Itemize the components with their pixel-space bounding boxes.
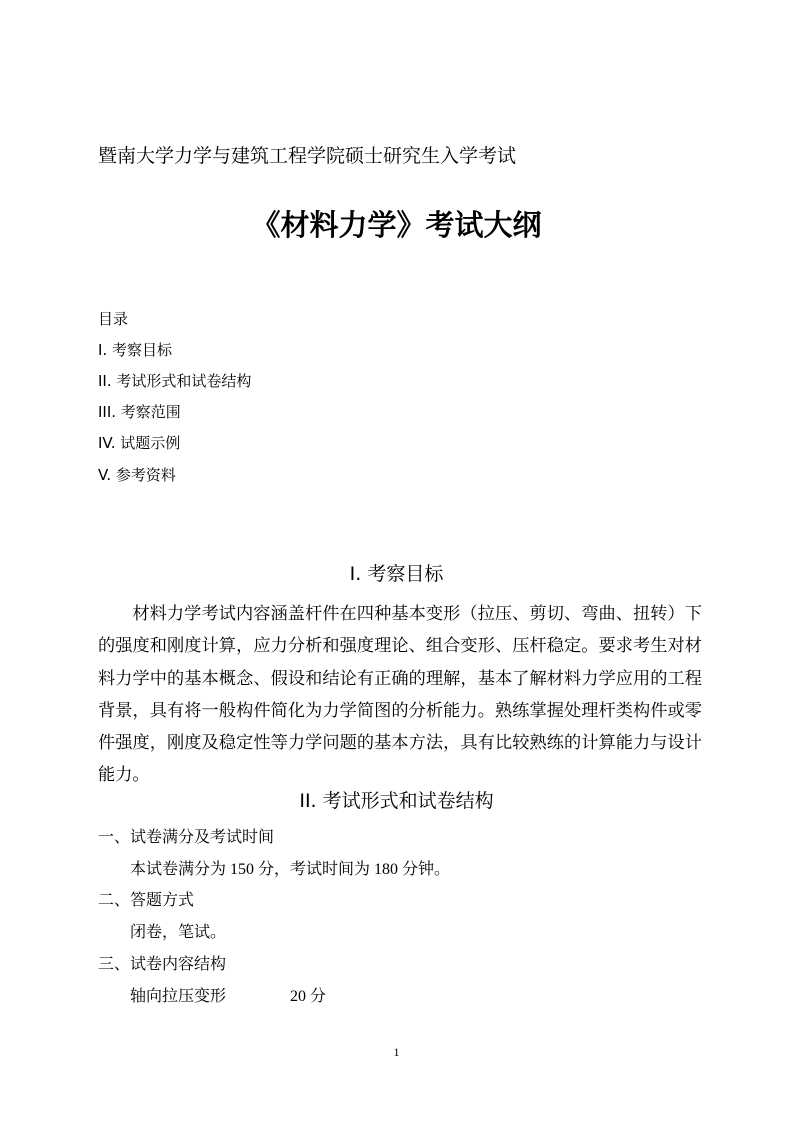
toc-item: I. 考察目标	[98, 341, 172, 359]
item-label: 一、试卷满分及考试时间	[98, 829, 275, 846]
toc-heading: 目录	[98, 310, 129, 328]
toc-item: III. 考察范围	[98, 403, 181, 421]
structure-row-name: 轴向拉压变形	[130, 988, 227, 1005]
item-text: 闭卷，笔试。	[130, 924, 227, 941]
toc-item: V. 参考资料	[98, 466, 176, 484]
page-number: 1	[393, 1045, 400, 1059]
section-heading: II. 考试形式和试卷结构	[299, 790, 494, 812]
section-heading: I. 考察目标	[349, 563, 444, 585]
document-title: 《材料力学》考试大纲	[251, 208, 542, 242]
item-label: 二、答题方式	[98, 892, 195, 909]
document-subtitle: 暨南大学力学与建筑工程学院硕士研究生入学考试	[98, 146, 517, 167]
section-paragraph: 材料力学考试内容涵盖杆件在四种基本变形（拉压、剪切、弯曲、扭转）下的强度和刚度计算，应力分析和强度理论、组合变形、压杆稳定。要求考生对材料力学中的基本概念、假设和结论有正确的理解，基本了解材料力学应用的工程背景，具有将一般构件简化为力学简图的分析能力。熟练掌握处理杆类构件或零件强度，刚度及稳定性等力学问题的基本方法，具有比较熟练的计算能力与设计能力。	[98, 604, 702, 785]
toc-item: II. 考试形式和试卷结构	[98, 372, 252, 390]
item-label: 三、试卷内容结构	[98, 956, 227, 973]
toc-item: IV. 试题示例	[98, 434, 181, 452]
structure-row-score: 20 分	[290, 988, 327, 1005]
item-text: 本试卷满分为 150 分，考试时间为 180 分钟。	[130, 861, 451, 878]
